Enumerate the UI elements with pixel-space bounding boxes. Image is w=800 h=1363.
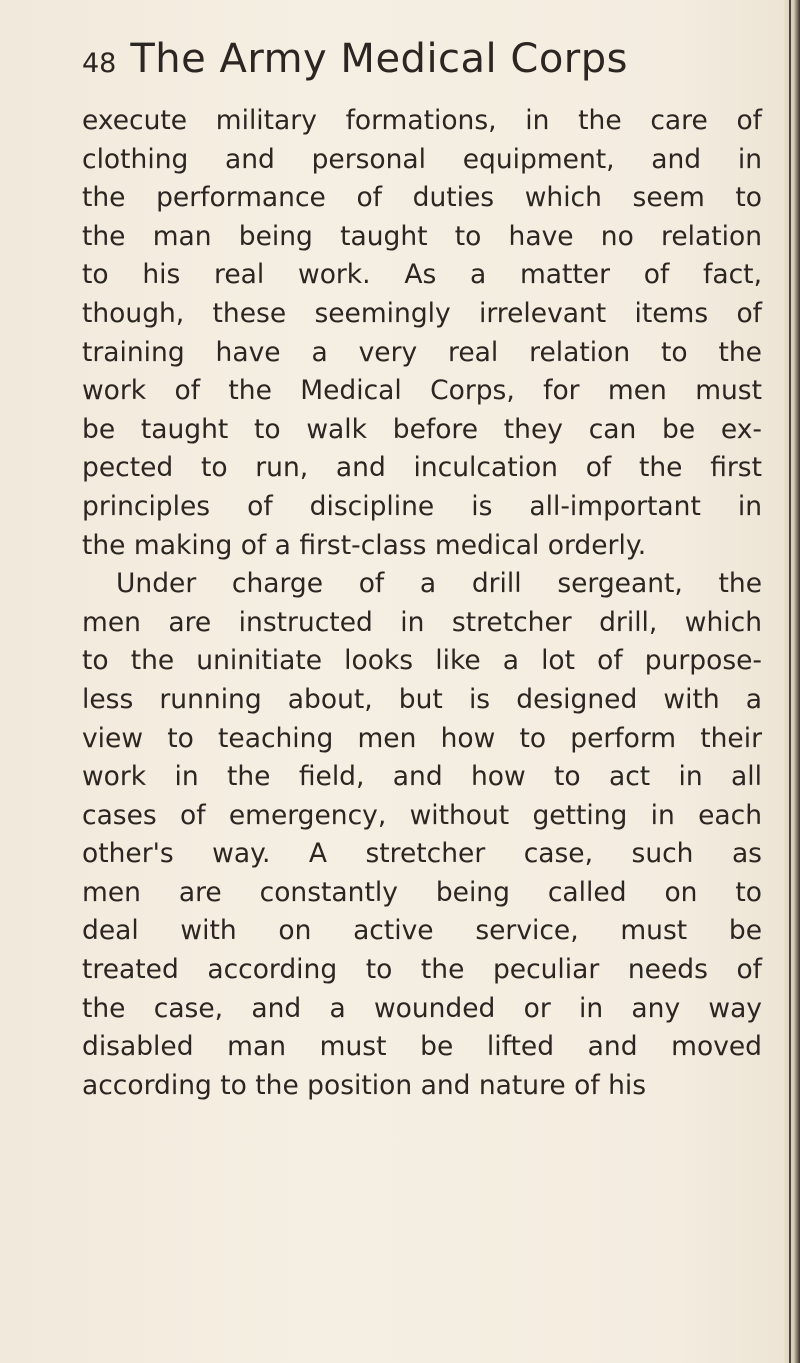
text-line: to his real work. As a matter of fact, xyxy=(82,259,762,291)
text-line: execute military formations, in the care of xyxy=(82,105,762,136)
text-line: training have a very real relation to the xyxy=(82,336,762,368)
text-line: men are constantly being called on to xyxy=(82,876,762,908)
text-line: the case, and a wounded or in any way xyxy=(82,992,762,1024)
text-line: cases of emergency, without getting in each xyxy=(82,799,762,831)
text-line: pected to run, and inculcation of the first xyxy=(82,452,762,484)
page-number: 48 xyxy=(82,48,117,79)
page-header xyxy=(82,36,628,96)
facing-page-edge xyxy=(784,0,800,1363)
page-gutter-line xyxy=(789,0,791,1363)
text-line: the man being taught to have no relation xyxy=(82,220,762,252)
text-line: disabled man must be lifted and moved xyxy=(82,1031,762,1063)
text-line: clothing and personal equipment, and in xyxy=(82,143,762,175)
text-line: treated according to the peculiar needs of xyxy=(82,954,762,986)
text-line: other's way. A stretcher case, such as xyxy=(82,838,762,870)
text-line: according to the position and nature of his xyxy=(82,1069,647,1101)
text-line: the making of a first-class medical orderly. xyxy=(82,529,647,561)
running-head: The Army Medical Corps xyxy=(130,36,628,82)
text-line: be taught to walk before they can be ex- xyxy=(82,413,762,445)
text-line: though, these seemingly irrelevant items of xyxy=(82,297,762,329)
text-line: Under charge of a drill sergeant, the xyxy=(116,568,762,600)
text-line: the performance of duties which seem to xyxy=(82,182,762,214)
text-line: work of the Medical Corps, for men must xyxy=(82,375,762,407)
body-text xyxy=(82,102,762,1105)
text-line: view to teaching men how to perform their xyxy=(82,722,762,754)
text-line: principles of discipline is all-important in xyxy=(82,490,762,522)
text-line: less running about, but is designed with a xyxy=(82,683,762,715)
text-line: work in the field, and how to act in all xyxy=(82,761,762,793)
text-line: deal with on active service, must be xyxy=(82,915,762,947)
text-line: men are instructed in stretcher drill, which xyxy=(82,606,762,638)
text-line: to the uninitiate looks like a lot of purpose- xyxy=(82,645,762,677)
